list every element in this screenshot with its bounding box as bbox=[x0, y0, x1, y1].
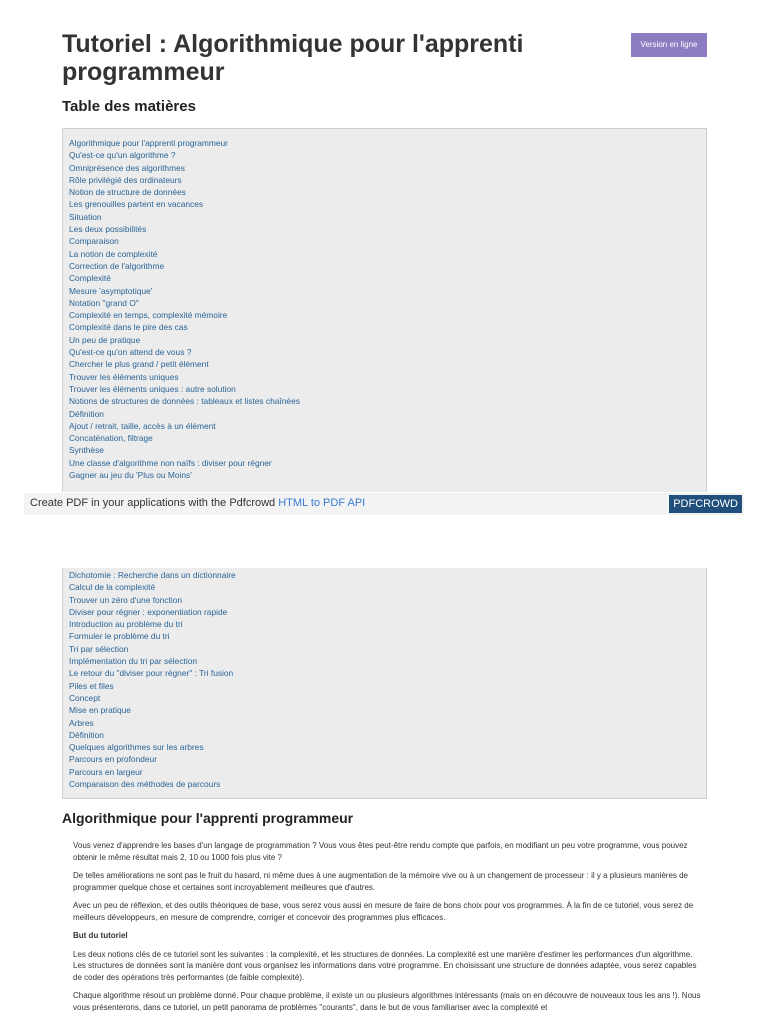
toc-list-part2 bbox=[69, 569, 236, 790]
toc-link[interactable]: Chercher le plus grand / petit élément bbox=[69, 359, 209, 370]
toc-link[interactable]: Les deux possibilités bbox=[69, 224, 147, 235]
toc-link[interactable]: Complexité en temps, complexité mémoire bbox=[69, 310, 228, 321]
pdf-banner bbox=[24, 493, 744, 515]
toc-link[interactable]: Concaténation, filtrage bbox=[69, 433, 153, 444]
toc-link[interactable]: Implémentation du tri par sélection bbox=[69, 656, 198, 667]
toc-link[interactable]: Définition bbox=[69, 729, 104, 740]
pdf-banner-text bbox=[30, 497, 365, 509]
toc-link[interactable]: Qu'est-ce qu'on attend de vous ? bbox=[69, 347, 192, 358]
tutorial-goal-heading: But du tutoriel bbox=[73, 931, 128, 940]
goal-paragraph-2: Chaque algorithme résout un problème donné. Pour chaque problème, il existe un ou plusieurs algorithmes intéressants (mais on en découvre de nouveaux tous les ans !). Nous vous présenterons, dans ce tutoriel, un petit panorama de problèmes "courants", dans le but de vous familiariser avec la complexité et bbox=[73, 991, 701, 1012]
toc-box-part1 bbox=[62, 128, 707, 492]
toc-link[interactable]: Calcul de la complexité bbox=[69, 582, 156, 593]
intro-paragraph-2: De telles améliorations ne sont pas le fruit du hasard, ni même dues à une augmentation de la mémoire vive ou à un changement de processeur : il y a plusieurs manières de programmer quelque chose et certaines sont incroyablement meilleures que d'autres. bbox=[73, 871, 689, 892]
section-title: Algorithmique pour l'apprenti programmeur bbox=[62, 810, 354, 826]
intro-paragraph-1: Vous venez d'apprendre les bases d'un langage de programmation ? Vous vous êtes peut-être rendu compte que parfois, en modifiant un peu votre programme, vous pouvez obtenir le même résultat mais 2, 10 ou 1000 fois plus vite ? bbox=[73, 841, 688, 862]
toc-link[interactable]: Situation bbox=[69, 211, 102, 222]
toc-link[interactable]: Notation "grand O" bbox=[69, 297, 139, 308]
toc-link[interactable]: Complexité bbox=[69, 273, 111, 284]
toc-link[interactable]: Complexité dans le pire des cas bbox=[69, 322, 188, 333]
toc-box-part2 bbox=[62, 568, 707, 799]
toc-link[interactable]: Synthèse bbox=[69, 445, 104, 456]
toc-link[interactable]: Comparaison des méthodes de parcours bbox=[69, 779, 221, 790]
toc-link[interactable]: Quelques algorithmes sur les arbres bbox=[69, 742, 204, 753]
toc-link[interactable]: Arbres bbox=[69, 717, 94, 728]
toc-link[interactable]: Algorithmique pour l'apprenti programmeur bbox=[69, 138, 228, 148]
toc-link[interactable]: Concept bbox=[69, 692, 101, 703]
toc-link[interactable]: Qu'est-ce qu'un algorithme ? bbox=[69, 150, 176, 161]
page-title: Tutoriel : Algorithmique pour l'apprenti programmeur bbox=[62, 30, 524, 86]
toc-heading: Table des matières bbox=[62, 98, 196, 115]
toc-link[interactable]: La notion de complexité bbox=[69, 248, 158, 259]
toc-link[interactable]: Notion de structure de données bbox=[69, 187, 186, 198]
toc-link[interactable]: Parcours en largeur bbox=[69, 766, 143, 777]
toc-link[interactable]: Notions de structures de données : tableaux et listes chaînées bbox=[69, 396, 300, 407]
pdf-api-link[interactable]: HTML to PDF API bbox=[278, 497, 366, 509]
toc-link[interactable]: Une classe d'algorithme non naïfs : diviser pour régner bbox=[69, 457, 272, 468]
toc-link[interactable]: Piles et files bbox=[69, 680, 114, 691]
toc-link[interactable]: Tri par sélection bbox=[69, 643, 129, 654]
goal-paragraph-1: Les deux notions clés de ce tutoriel sont les suivantes : la complexité, et les structures de données. La complexité est une manière d'estimer les performances d'un algorithme. Les structures de données sont la manière dont vous organisez les informations dans votre programme. En choisissant une structure de données adaptée, vous serez capables de coder des opérations très performantes (de faible complexité). bbox=[73, 949, 697, 982]
toc-link[interactable]: Gagner au jeu du 'Plus ou Moins' bbox=[69, 470, 192, 481]
pdfcrowd-button[interactable]: PDFCROWD bbox=[669, 495, 742, 513]
toc-link[interactable]: Définition bbox=[69, 408, 104, 419]
toc-link[interactable]: Introduction au problème du tri bbox=[69, 619, 183, 630]
section-content bbox=[73, 840, 703, 1020]
toc-link[interactable]: Mise en pratique bbox=[69, 705, 131, 716]
online-version-button[interactable]: Version en ligne bbox=[631, 33, 707, 57]
toc-link[interactable]: Mesure 'asymptotique' bbox=[69, 285, 153, 296]
toc-link[interactable]: Ajout / retrait, taille, accès à un élément bbox=[69, 420, 216, 431]
toc-link[interactable]: Parcours en profondeur bbox=[69, 754, 157, 765]
toc-link[interactable]: Un peu de pratique bbox=[69, 334, 141, 345]
toc-link[interactable]: Omniprésence des algorithmes bbox=[69, 162, 185, 173]
toc-link[interactable]: Formuler le problème du tri bbox=[69, 631, 170, 642]
toc-link[interactable]: Trouver un zéro d'une fonction bbox=[69, 594, 183, 605]
toc-link[interactable]: Trouver les éléments uniques : autre solution bbox=[69, 383, 236, 394]
toc-link[interactable]: Les grenouilles partent en vacances bbox=[69, 199, 204, 210]
toc-list-part1 bbox=[69, 137, 300, 481]
intro-paragraph-3: Avec un peu de réflexion, et des outils théoriques de base, vous serez vous aussi en mesure de faire de bons choix pour vos programmes. À la fin de ce tutoriel, vous serez de meilleurs développeurs, en mesure de comprendre, corriger et concevoir des programmes plus efficaces. bbox=[73, 901, 694, 922]
toc-link[interactable]: Trouver les éléments uniques bbox=[69, 371, 179, 382]
toc-link[interactable]: Le retour du "diviser pour régner" : Tri fusion bbox=[69, 668, 234, 679]
toc-link[interactable]: Diviser pour régner : exponentiation rapide bbox=[69, 606, 228, 617]
toc-link[interactable]: Dichotomie : Recherche dans un dictionnaire bbox=[69, 570, 236, 580]
toc-link[interactable]: Rôle privilégié des ordinateurs bbox=[69, 174, 182, 185]
toc-link[interactable]: Correction de l'algorithme bbox=[69, 260, 165, 271]
pdf-banner-label: Create PDF in your applications with the Pdfcrowd bbox=[30, 497, 279, 509]
toc-link[interactable]: Comparaison bbox=[69, 236, 119, 247]
